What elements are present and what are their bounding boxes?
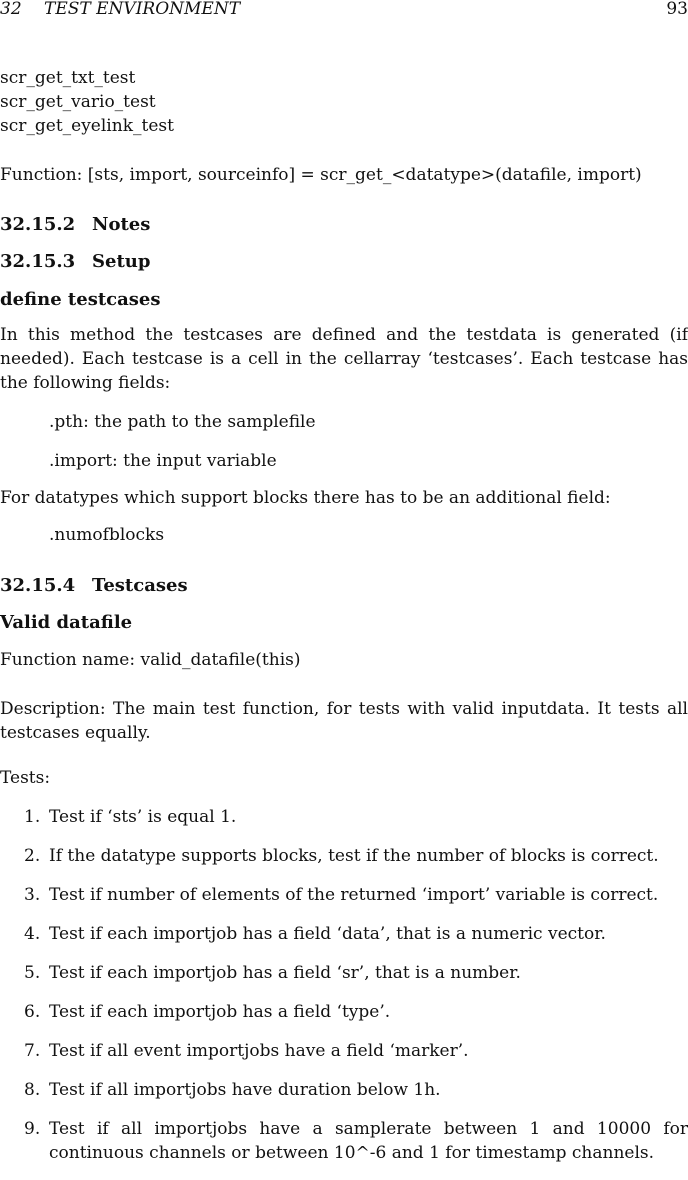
section-heading-notes [0, 213, 688, 237]
list-marker: 8. [24, 1080, 41, 1100]
list-item-text: Test if ‘sts’ is equal 1. [49, 807, 237, 827]
paragraph-heading-valid-datafile: Valid datafile [0, 612, 133, 633]
section-number: 32.15.2 [0, 214, 76, 235]
blocks-note: For datatypes which support blocks there has to be an additional field: [0, 488, 611, 508]
list-item-text: Test if all event importjobs have a field ‘marker’. [49, 1041, 469, 1061]
list-marker: 2. [24, 846, 41, 866]
list-item-text: Test if number of elements of the returned ‘import’ variable is correct. [49, 885, 659, 905]
section-heading-setup [0, 250, 688, 274]
field-pth: .pth: the path to the samplefile [49, 412, 316, 432]
list-item [0, 1000, 688, 1024]
list-marker: 3. [24, 885, 41, 905]
function-list-item: scr_get_vario_test [0, 92, 156, 112]
function-list [0, 66, 688, 138]
list-item-text: Test if all importjobs have a samplerate between 1 and 10000 for continuous channels or between 10^-6 and 1 for timestamp channels. [49, 1119, 688, 1163]
section-title: Testcases [92, 575, 188, 596]
tests-label: Tests: [0, 768, 51, 788]
list-item [0, 1117, 688, 1165]
list-item [0, 922, 688, 946]
page-number: 93 [666, 0, 688, 19]
list-item-text: Test if each importjob has a field ‘type’. [49, 1002, 391, 1022]
field-numofblocks: .numofblocks [49, 525, 165, 545]
list-item-text: Test if all importjobs have duration below 1h. [49, 1080, 441, 1100]
list-marker: 1. [24, 807, 41, 827]
define-testcases-intro: In this method the testcases are defined and the testdata is generated (if needed). Each testcase is a cell in the cellarray ‘testcases’. Each testcase has the following fields: [0, 325, 688, 393]
paragraph-heading-define-testcases: define testcases [0, 289, 161, 310]
list-marker: 9. [24, 1119, 41, 1139]
list-item [0, 844, 688, 868]
function-signature: Function: [sts, import, sourceinfo] = scr_get_<datatype>(datafile, import) [0, 165, 642, 185]
section-title: Notes [92, 214, 151, 235]
function-name: Function name: valid_datafile(this) [0, 650, 301, 670]
tests-list [0, 805, 688, 1180]
running-header [0, 0, 688, 19]
list-item-text: Test if each importjob has a field ‘sr’, that is a number. [49, 963, 521, 983]
list-item [0, 805, 688, 829]
list-marker: 4. [24, 924, 41, 944]
list-item [0, 961, 688, 985]
list-item-text: If the datatype supports blocks, test if the number of blocks is correct. [49, 846, 659, 866]
chapter-number: 32 [0, 0, 22, 19]
field-import: .import: the input variable [49, 451, 277, 471]
function-list-item: scr_get_eyelink_test [0, 116, 174, 136]
chapter-title: TEST ENVIRONMENT [44, 0, 241, 19]
list-marker: 7. [24, 1041, 41, 1061]
section-heading-testcases [0, 574, 688, 598]
list-item-text: Test if each importjob has a field ‘data’, that is a numeric vector. [49, 924, 606, 944]
list-item [0, 1039, 688, 1063]
section-number: 32.15.4 [0, 575, 76, 596]
list-marker: 5. [24, 963, 41, 983]
list-marker: 6. [24, 1002, 41, 1022]
test-description: Description: The main test function, for tests with valid inputdata. It tests all testcases equally. [0, 699, 688, 743]
list-item [0, 883, 688, 907]
section-title: Setup [92, 251, 151, 272]
function-list-item: scr_get_txt_test [0, 68, 136, 88]
list-item [0, 1078, 688, 1102]
section-number: 32.15.3 [0, 251, 76, 272]
